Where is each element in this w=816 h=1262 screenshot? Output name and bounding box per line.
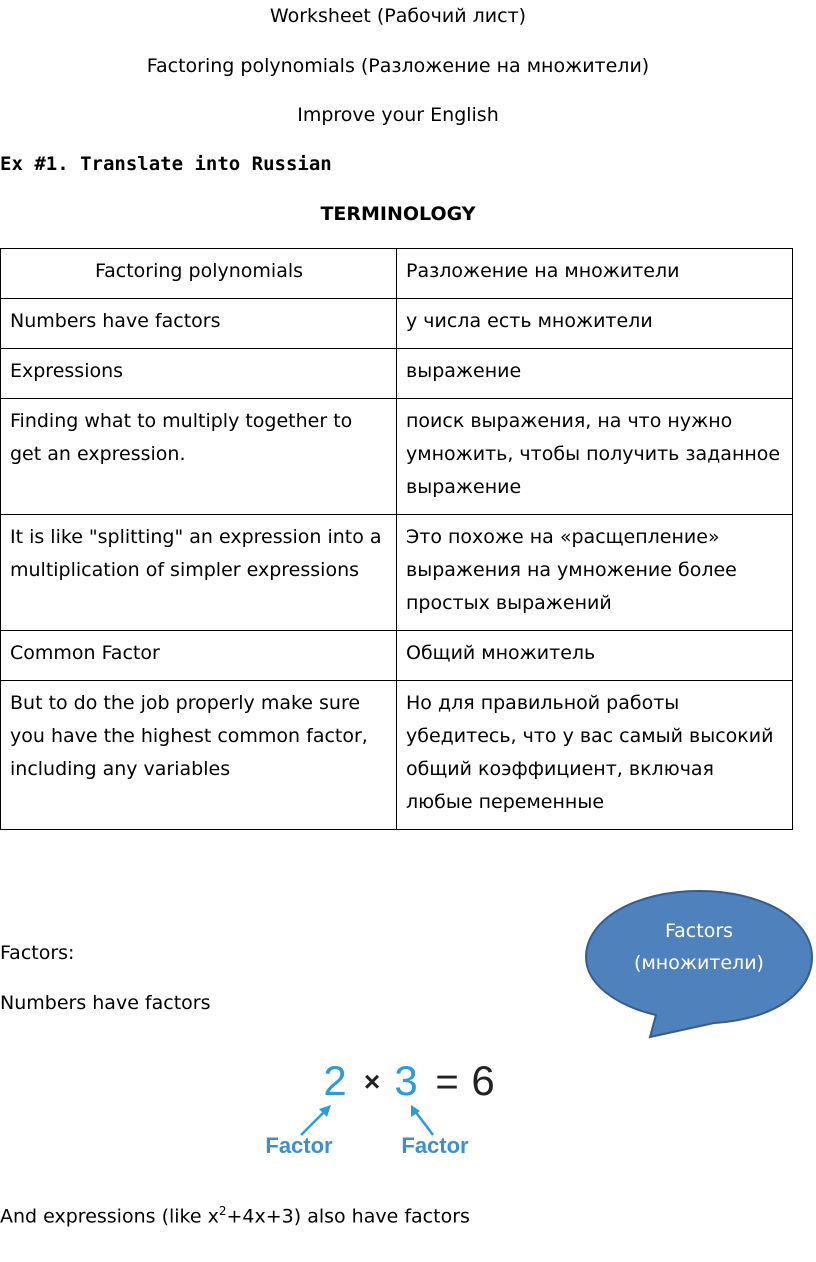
numbers-have-factors: Numbers have factors <box>0 992 211 1014</box>
arrow-icon <box>301 1105 331 1135</box>
factors-heading: Factors: <box>0 942 75 964</box>
factor-label-2: Factor <box>401 1133 469 1158</box>
term-russian: выражение <box>397 349 793 399</box>
table-row <box>1 249 793 299</box>
bubble-line-2: (множители) <box>634 952 764 974</box>
term-english: But to do the job properly make sure you have the highest common factor, including any variables <box>1 681 397 830</box>
factor-number-1: 2 <box>323 1057 347 1104</box>
product-number: 6 <box>471 1057 495 1104</box>
table-row <box>1 631 793 681</box>
speech-bubble-text <box>600 915 798 979</box>
worksheet-title: Worksheet (Рабочий лист) <box>269 5 527 27</box>
expr-superscript: 2 <box>218 1204 227 1218</box>
term-english: Common Factor <box>1 631 397 681</box>
worksheet-tagline: Improve your English <box>297 104 499 126</box>
arrow-icon <box>411 1105 433 1135</box>
expressions-have-factors <box>0 1204 470 1227</box>
term-english: Factoring polynomials <box>1 249 397 299</box>
table-row <box>1 399 793 515</box>
exercise-title: Ex #1. Translate into Russian <box>0 153 332 175</box>
term-english: Expressions <box>1 349 397 399</box>
terminology-table <box>0 248 793 830</box>
times-sign: × <box>363 1066 381 1097</box>
table-row <box>1 349 793 399</box>
equals-sign: = <box>435 1060 459 1104</box>
term-russian: у числа есть множители <box>397 299 793 349</box>
bubble-line-1: Factors <box>664 920 734 942</box>
worksheet-subtitle: Factoring polynomials (Разложение на множители) <box>146 55 650 77</box>
term-russian: Но для правильной работы убедитесь, что у вас самый высокий общий коэффициент, включая любые переменные <box>397 681 793 830</box>
table-row <box>1 515 793 631</box>
term-russian: Общий множитель <box>397 631 793 681</box>
term-russian: Это похоже на «расщепление» выражения на умножение более простых выражений <box>397 515 793 631</box>
term-english: It is like "splitting" an expression into a multiplication of simpler expressions <box>1 515 397 631</box>
term-russian: Разложение на множители <box>397 249 793 299</box>
factor-number-2: 3 <box>394 1057 418 1104</box>
section-title: TERMINOLOGY <box>320 203 476 225</box>
term-english: Numbers have factors <box>1 299 397 349</box>
term-russian: поиск выражения, на что нужно умножить, чтобы получить заданное выражение <box>397 399 793 515</box>
factor-diagram <box>255 1055 515 1165</box>
factor-label-1: Factor <box>265 1133 333 1158</box>
table-row <box>1 299 793 349</box>
expr-text-suffix: +4x+3) also have factors <box>226 1205 470 1228</box>
term-english: Finding what to multiply together to get an expression. <box>1 399 397 515</box>
expr-text-prefix: And expressions (like x <box>0 1205 219 1228</box>
table-row <box>1 681 793 830</box>
